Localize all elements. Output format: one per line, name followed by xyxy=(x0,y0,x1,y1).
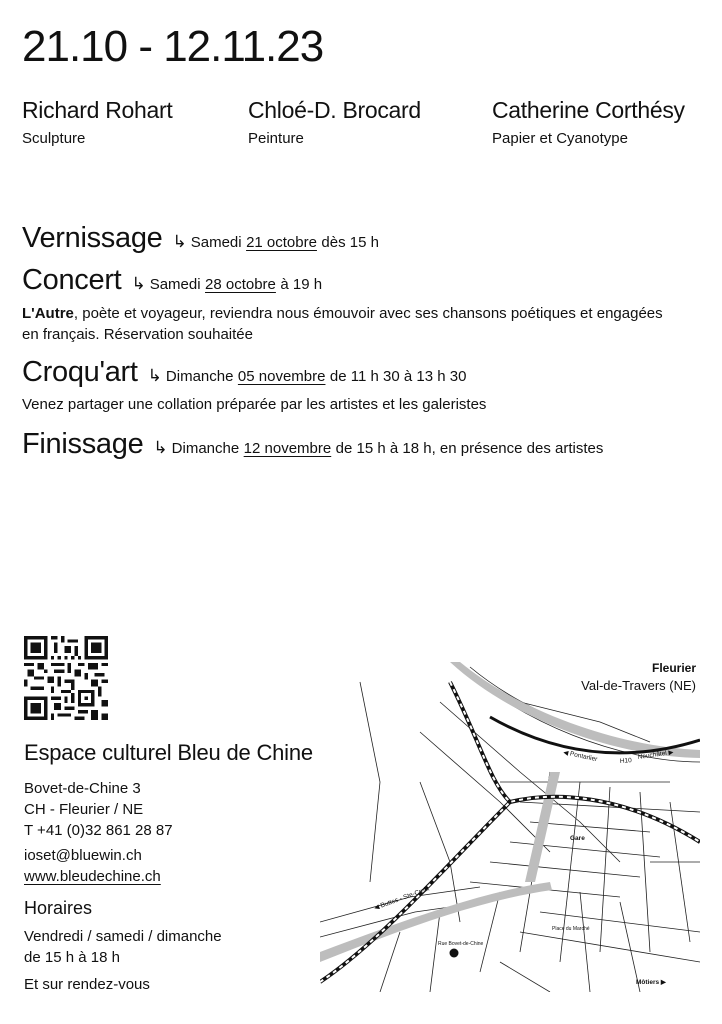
concert-text-line1: , poète et voyageur, reviendra nous émouvoir avec ses chansons poétiques et engagées xyxy=(73,305,663,322)
artist-2 xyxy=(248,97,421,147)
map-label-h10: H10 xyxy=(619,757,633,765)
performer-name: L'Autre xyxy=(22,305,74,322)
website-link[interactable]: www.bleudechine.ch xyxy=(24,868,161,885)
artist-medium: Papier et Cyanotype xyxy=(492,130,628,147)
event-date: 28 octobre xyxy=(205,276,276,293)
venue-contact xyxy=(24,845,161,887)
arrow-icon: ↳ xyxy=(147,366,162,385)
map-label-bovet: Rue Bovet-de-Chine xyxy=(438,941,484,947)
artist-medium: Sculpture xyxy=(22,130,86,147)
map-label-place-marche: Place du Marché xyxy=(552,926,590,932)
event-vernissage xyxy=(22,222,379,255)
concert-text-line2: en français. Réservation souhaitée xyxy=(22,326,253,343)
venue-address xyxy=(24,778,173,841)
map-town-label: Fleurier xyxy=(651,661,696,675)
event-time: de 11 h 30 à 13 h 30 xyxy=(329,368,467,385)
map-label-neuchatel: Neuchâtel ▶ xyxy=(637,749,675,761)
artist-1 xyxy=(22,97,172,147)
hours-extra: Et sur rendez-vous xyxy=(24,976,150,993)
concert-description xyxy=(22,303,702,345)
croquart-description: Venez partager une collation préparée par les artistes et les galeristes xyxy=(22,396,487,413)
venue-name: Espace culturel Bleu de Chine xyxy=(24,740,313,765)
map-label-buttes: ◀ Buttes - Ste-Croix xyxy=(373,885,431,912)
event-date: 12 novembre xyxy=(243,440,332,457)
event-day: Dimanche xyxy=(171,440,240,457)
event-time: à 19 h xyxy=(280,276,323,293)
artist-medium: Peinture xyxy=(248,130,304,147)
event-day: Dimanche xyxy=(165,368,234,385)
artist-name: Chloé-D. Brocard xyxy=(248,97,421,123)
artist-name: Richard Rohart xyxy=(22,97,173,123)
event-date: 21 octobre xyxy=(246,234,317,251)
address-line: CH - Fleurier / NE xyxy=(24,801,144,818)
arrow-icon: ↳ xyxy=(131,274,146,293)
hours-title: Horaires xyxy=(24,898,93,918)
location-map[interactable] xyxy=(320,662,700,992)
event-time: dès 15 h xyxy=(321,234,379,251)
address-line: Bovet-de-Chine 3 xyxy=(24,780,141,797)
exhibition-dates: 21.10 - 12.11.23 xyxy=(22,22,324,71)
opening-hours xyxy=(24,926,222,995)
event-concert xyxy=(22,264,322,297)
map-label-motiers: Môtiers ▶ xyxy=(636,979,666,986)
event-title: Finissage xyxy=(22,428,144,460)
event-title: Croqu'art xyxy=(22,356,138,388)
artist-3 xyxy=(492,97,685,147)
event-date: 05 novembre xyxy=(237,368,326,385)
email-link[interactable]: ioset@bluewin.ch xyxy=(24,847,142,864)
arrow-icon: ↳ xyxy=(172,232,187,251)
event-day: Samedi xyxy=(190,234,242,251)
qr-code[interactable] xyxy=(24,636,108,720)
event-finissage xyxy=(22,428,603,461)
map-region-label: Val-de-Travers (NE) xyxy=(581,678,696,693)
event-time: de 15 h à 18 h, en présence des artistes xyxy=(335,440,604,457)
event-day: Samedi xyxy=(149,276,201,293)
arrow-icon: ↳ xyxy=(153,438,168,457)
hours-time: de 15 h à 18 h xyxy=(24,949,120,966)
phone-number[interactable]: T +41 (0)32 861 28 87 xyxy=(24,822,173,839)
artist-name: Catherine Corthésy xyxy=(492,97,685,123)
event-title: Vernissage xyxy=(22,222,163,254)
map-label-gare: Gare xyxy=(570,835,585,842)
event-croquart xyxy=(22,356,466,389)
event-title: Concert xyxy=(22,264,122,296)
map-label-pontarlier: ◀ Pontarlier xyxy=(562,749,598,764)
hours-days: Vendredi / samedi / dimanche xyxy=(24,928,222,945)
